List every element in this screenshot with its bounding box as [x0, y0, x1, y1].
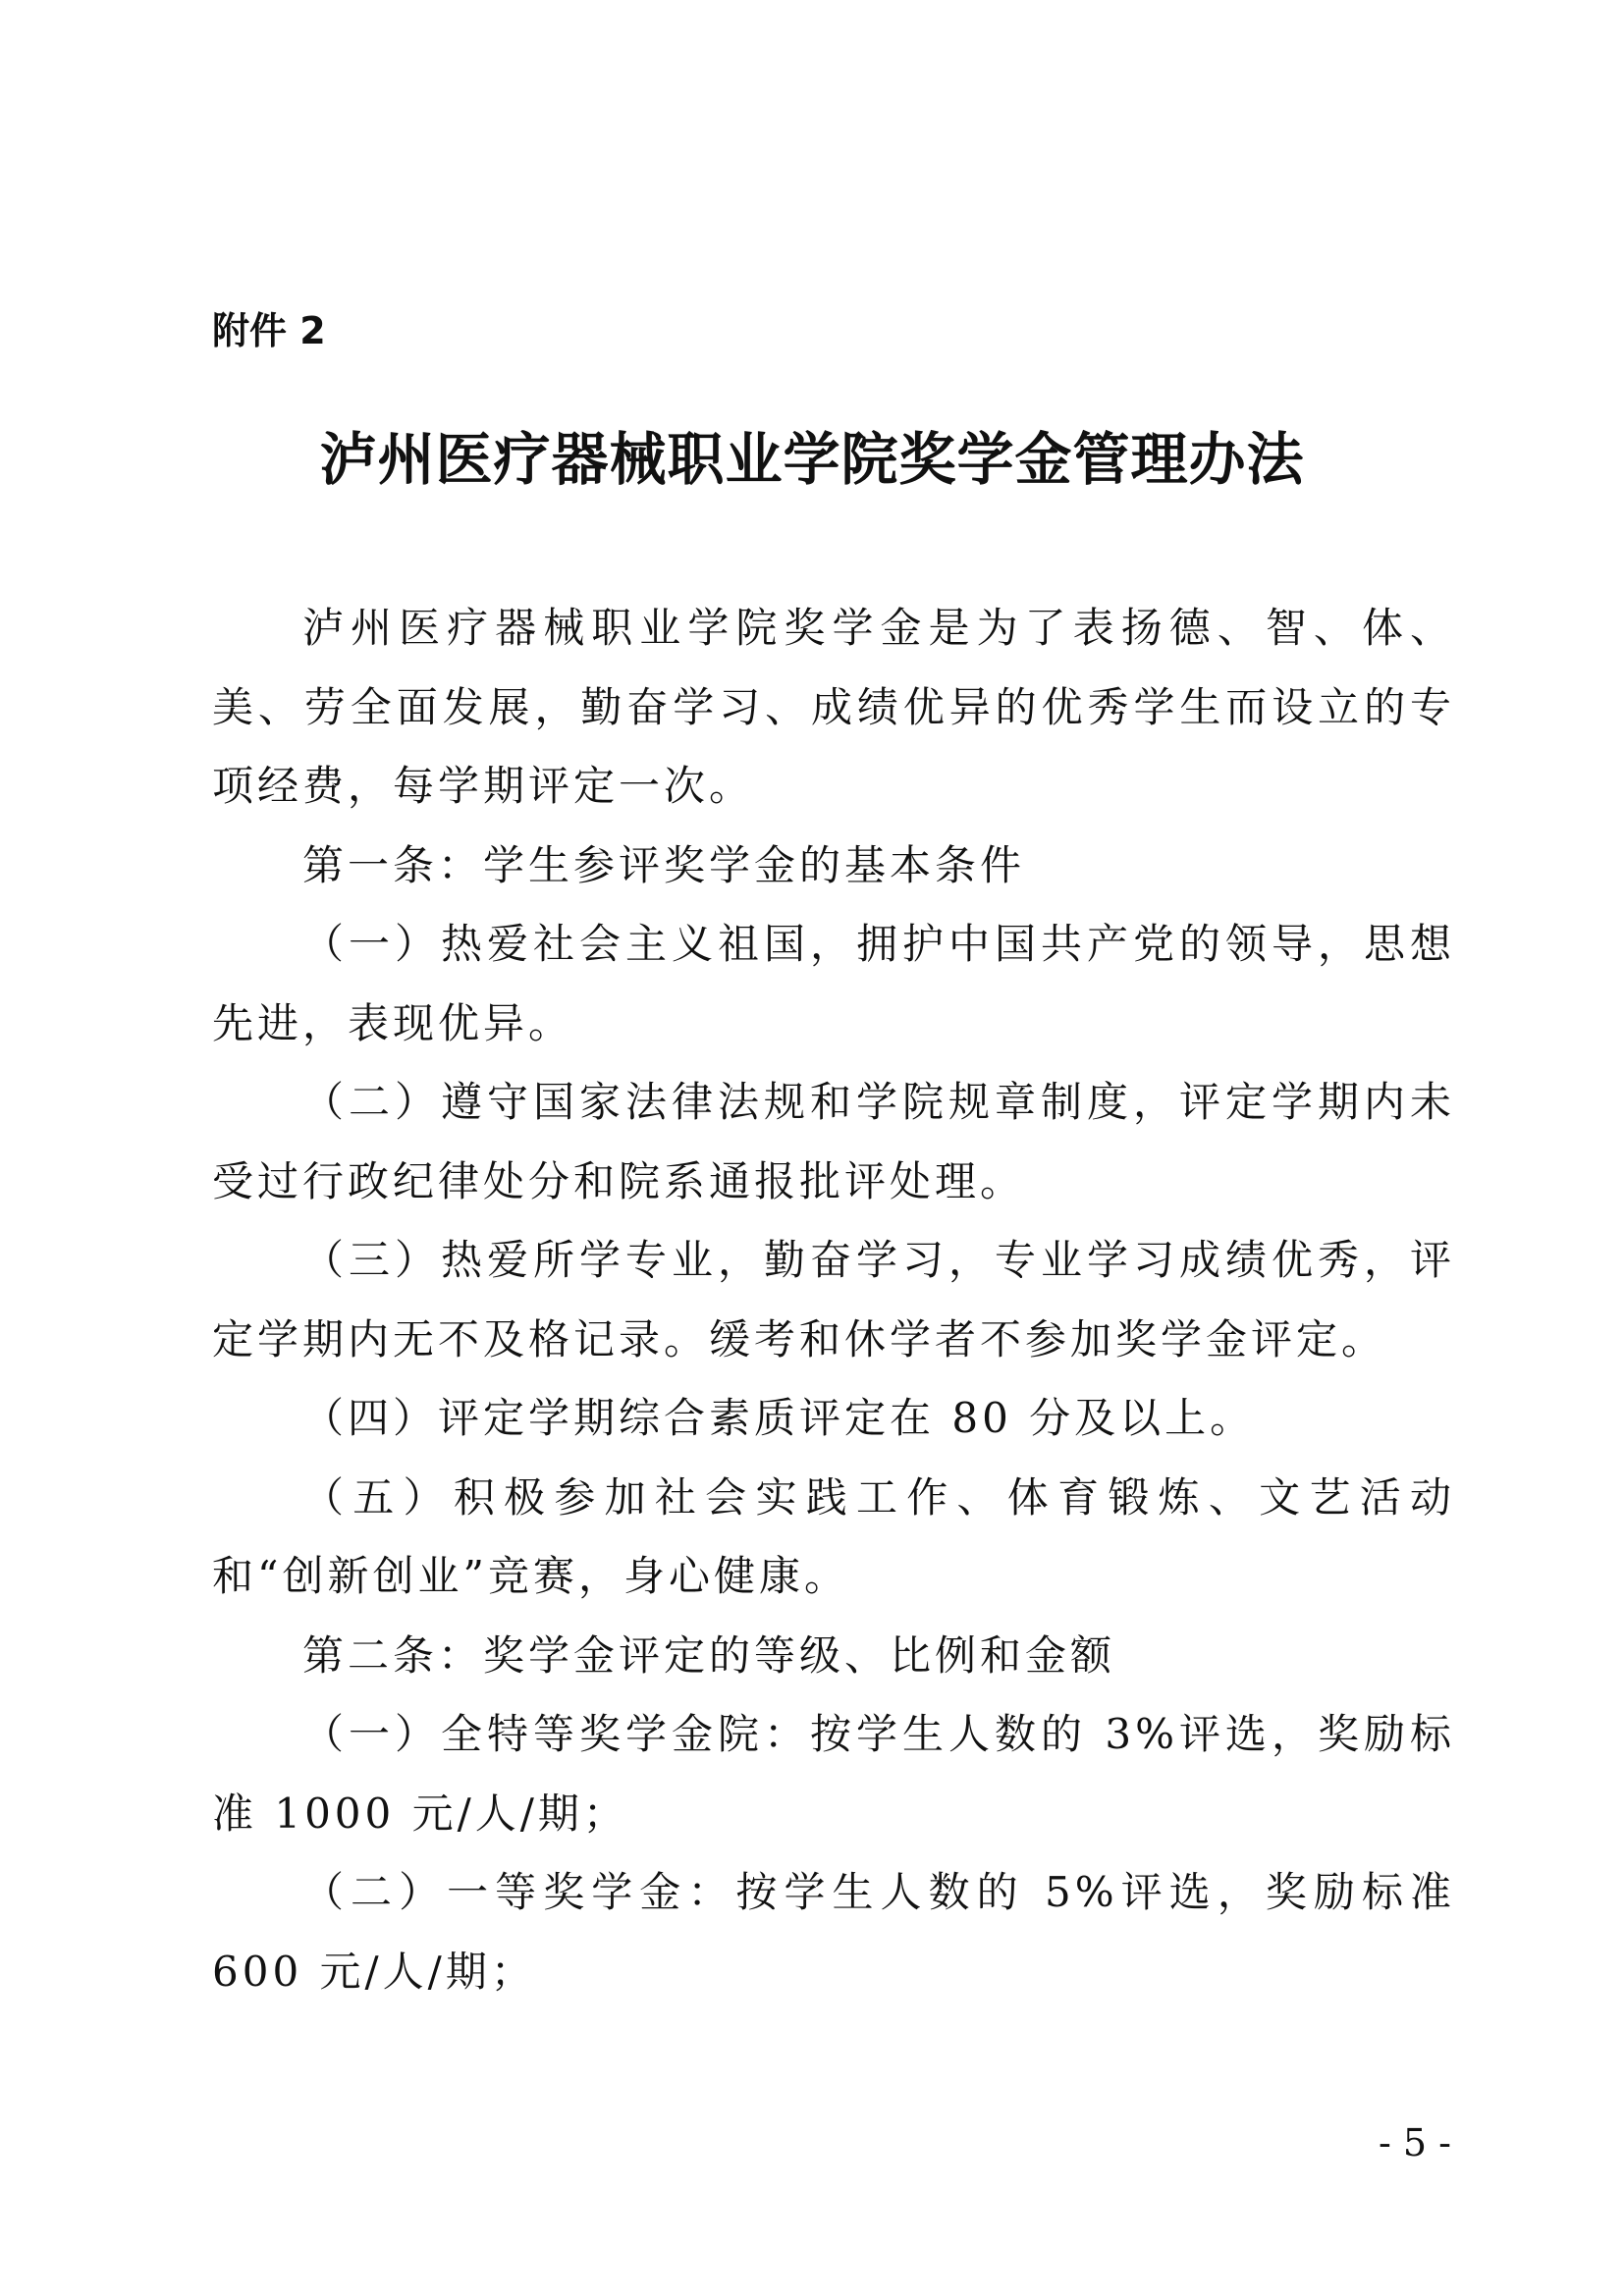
award-level-1: （一）全特等奖学金院：按学生人数的 3%评选，奖励标准 1000 元/人/期； — [212, 1710, 1455, 1838]
condition-1: （一）热爱社会主义祖国，拥护中国共产党的领导，思想先进，表现优异。 — [212, 920, 1455, 1047]
condition-2: （二）遵守国家法律法规和学院规章制度，评定学期内未受过行政纪律处分和院系通报批评处理。 — [212, 1078, 1455, 1205]
intro-paragraph: 泸州医疗器械职业学院奖学金是为了表扬德、智、体、美、劳全面发展，勤奋学习、成绩优异的优秀学生而设立的专项经费，每学期评定一次。 — [212, 604, 1455, 810]
article-one-heading: 第一条：学生参评奖学金的基本条件 — [302, 840, 1026, 889]
article-two-heading: 第二条：奖学金评定的等级、比例和金额 — [302, 1630, 1116, 1680]
condition-4: （四）评定学期综合素质评定在 80 分及以上。 — [302, 1394, 1256, 1442]
document-body — [212, 589, 1455, 2011]
page-number: - 5 - — [1378, 2121, 1451, 2164]
award-level-2: （二）一等奖学金：按学生人数的 5%评选，奖励标准 600 元/人/期； — [212, 1868, 1455, 1996]
attachment-label: 附件 2 — [212, 309, 326, 352]
condition-3: （三）热爱所学专业，勤奋学习，专业学习成绩优秀，评定学期内无不及格记录。缓考和休学者不参加奖学金评定。 — [212, 1236, 1455, 1363]
condition-5: （五）积极参加社会实践工作、体育锻炼、文艺活动和“创新创业”竞赛，身心健康。 — [212, 1472, 1455, 1600]
document-title: 泸州医疗器械职业学院奖学金管理办法 — [319, 426, 1305, 493]
